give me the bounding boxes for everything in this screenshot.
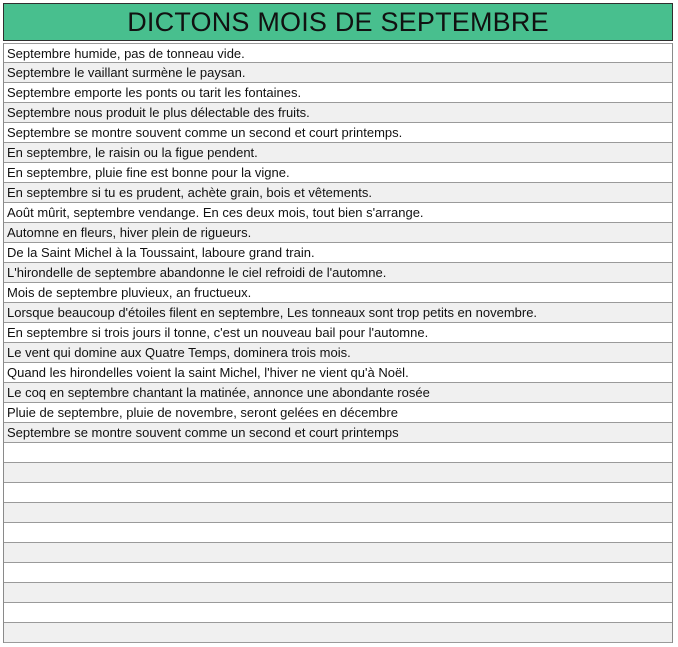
empty-row[interactable] [4, 603, 672, 623]
saying-row[interactable]: Automne en fleurs, hiver plein de rigueurs. [4, 223, 672, 243]
saying-row[interactable]: Septembre emporte les ponts ou tarit les fontaines. [4, 83, 672, 103]
saying-row[interactable]: Le coq en septembre chantant la matinée, annonce une abondante rosée [4, 383, 672, 403]
empty-row[interactable] [4, 483, 672, 503]
empty-row[interactable] [4, 503, 672, 523]
saying-row[interactable]: Quand les hirondelles voient la saint Michel, l'hiver ne vient qu'à Noël. [4, 363, 672, 383]
saying-row[interactable]: En septembre, le raisin ou la figue pendent. [4, 143, 672, 163]
saying-row[interactable]: De la Saint Michel à la Toussaint, laboure grand train. [4, 243, 672, 263]
empty-row[interactable] [4, 523, 672, 543]
saying-row[interactable]: L'hirondelle de septembre abandonne le ciel refroidi de l'automne. [4, 263, 672, 283]
saying-row[interactable]: Mois de septembre pluvieux, an fructueux. [4, 283, 672, 303]
saying-row[interactable]: Septembre nous produit le plus délectable des fruits. [4, 103, 672, 123]
saying-row[interactable]: En septembre si trois jours il tonne, c'est un nouveau bail pour l'automne. [4, 323, 672, 343]
empty-row[interactable] [4, 623, 672, 643]
empty-row[interactable] [4, 583, 672, 603]
saying-row[interactable]: Août mûrit, septembre vendange. En ces deux mois, tout bien s'arrange. [4, 203, 672, 223]
saying-row[interactable]: Septembre se montre souvent comme un second et court printemps [4, 423, 672, 443]
saying-row[interactable]: Septembre se montre souvent comme un second et court printemps. [4, 123, 672, 143]
saying-row[interactable]: Le vent qui domine aux Quatre Temps, dominera trois mois. [4, 343, 672, 363]
saying-row[interactable]: En septembre, pluie fine est bonne pour la vigne. [4, 163, 672, 183]
empty-row[interactable] [4, 563, 672, 583]
sheet-title[interactable]: DICTONS MOIS DE SEPTEMBRE [3, 3, 673, 41]
saying-list [3, 43, 673, 643]
saying-row[interactable]: Pluie de septembre, pluie de novembre, seront gelées en décembre [4, 403, 672, 423]
saying-row[interactable]: Lorsque beaucoup d'étoiles filent en septembre, Les tonneaux sont trop petits en novembre. [4, 303, 672, 323]
empty-row[interactable] [4, 463, 672, 483]
saying-row[interactable]: En septembre si tu es prudent, achète grain, bois et vêtements. [4, 183, 672, 203]
empty-row[interactable] [4, 443, 672, 463]
saying-row[interactable]: Septembre le vaillant surmène le paysan. [4, 63, 672, 83]
saying-row[interactable]: Septembre humide, pas de tonneau vide. [4, 43, 672, 63]
empty-row[interactable] [4, 543, 672, 563]
